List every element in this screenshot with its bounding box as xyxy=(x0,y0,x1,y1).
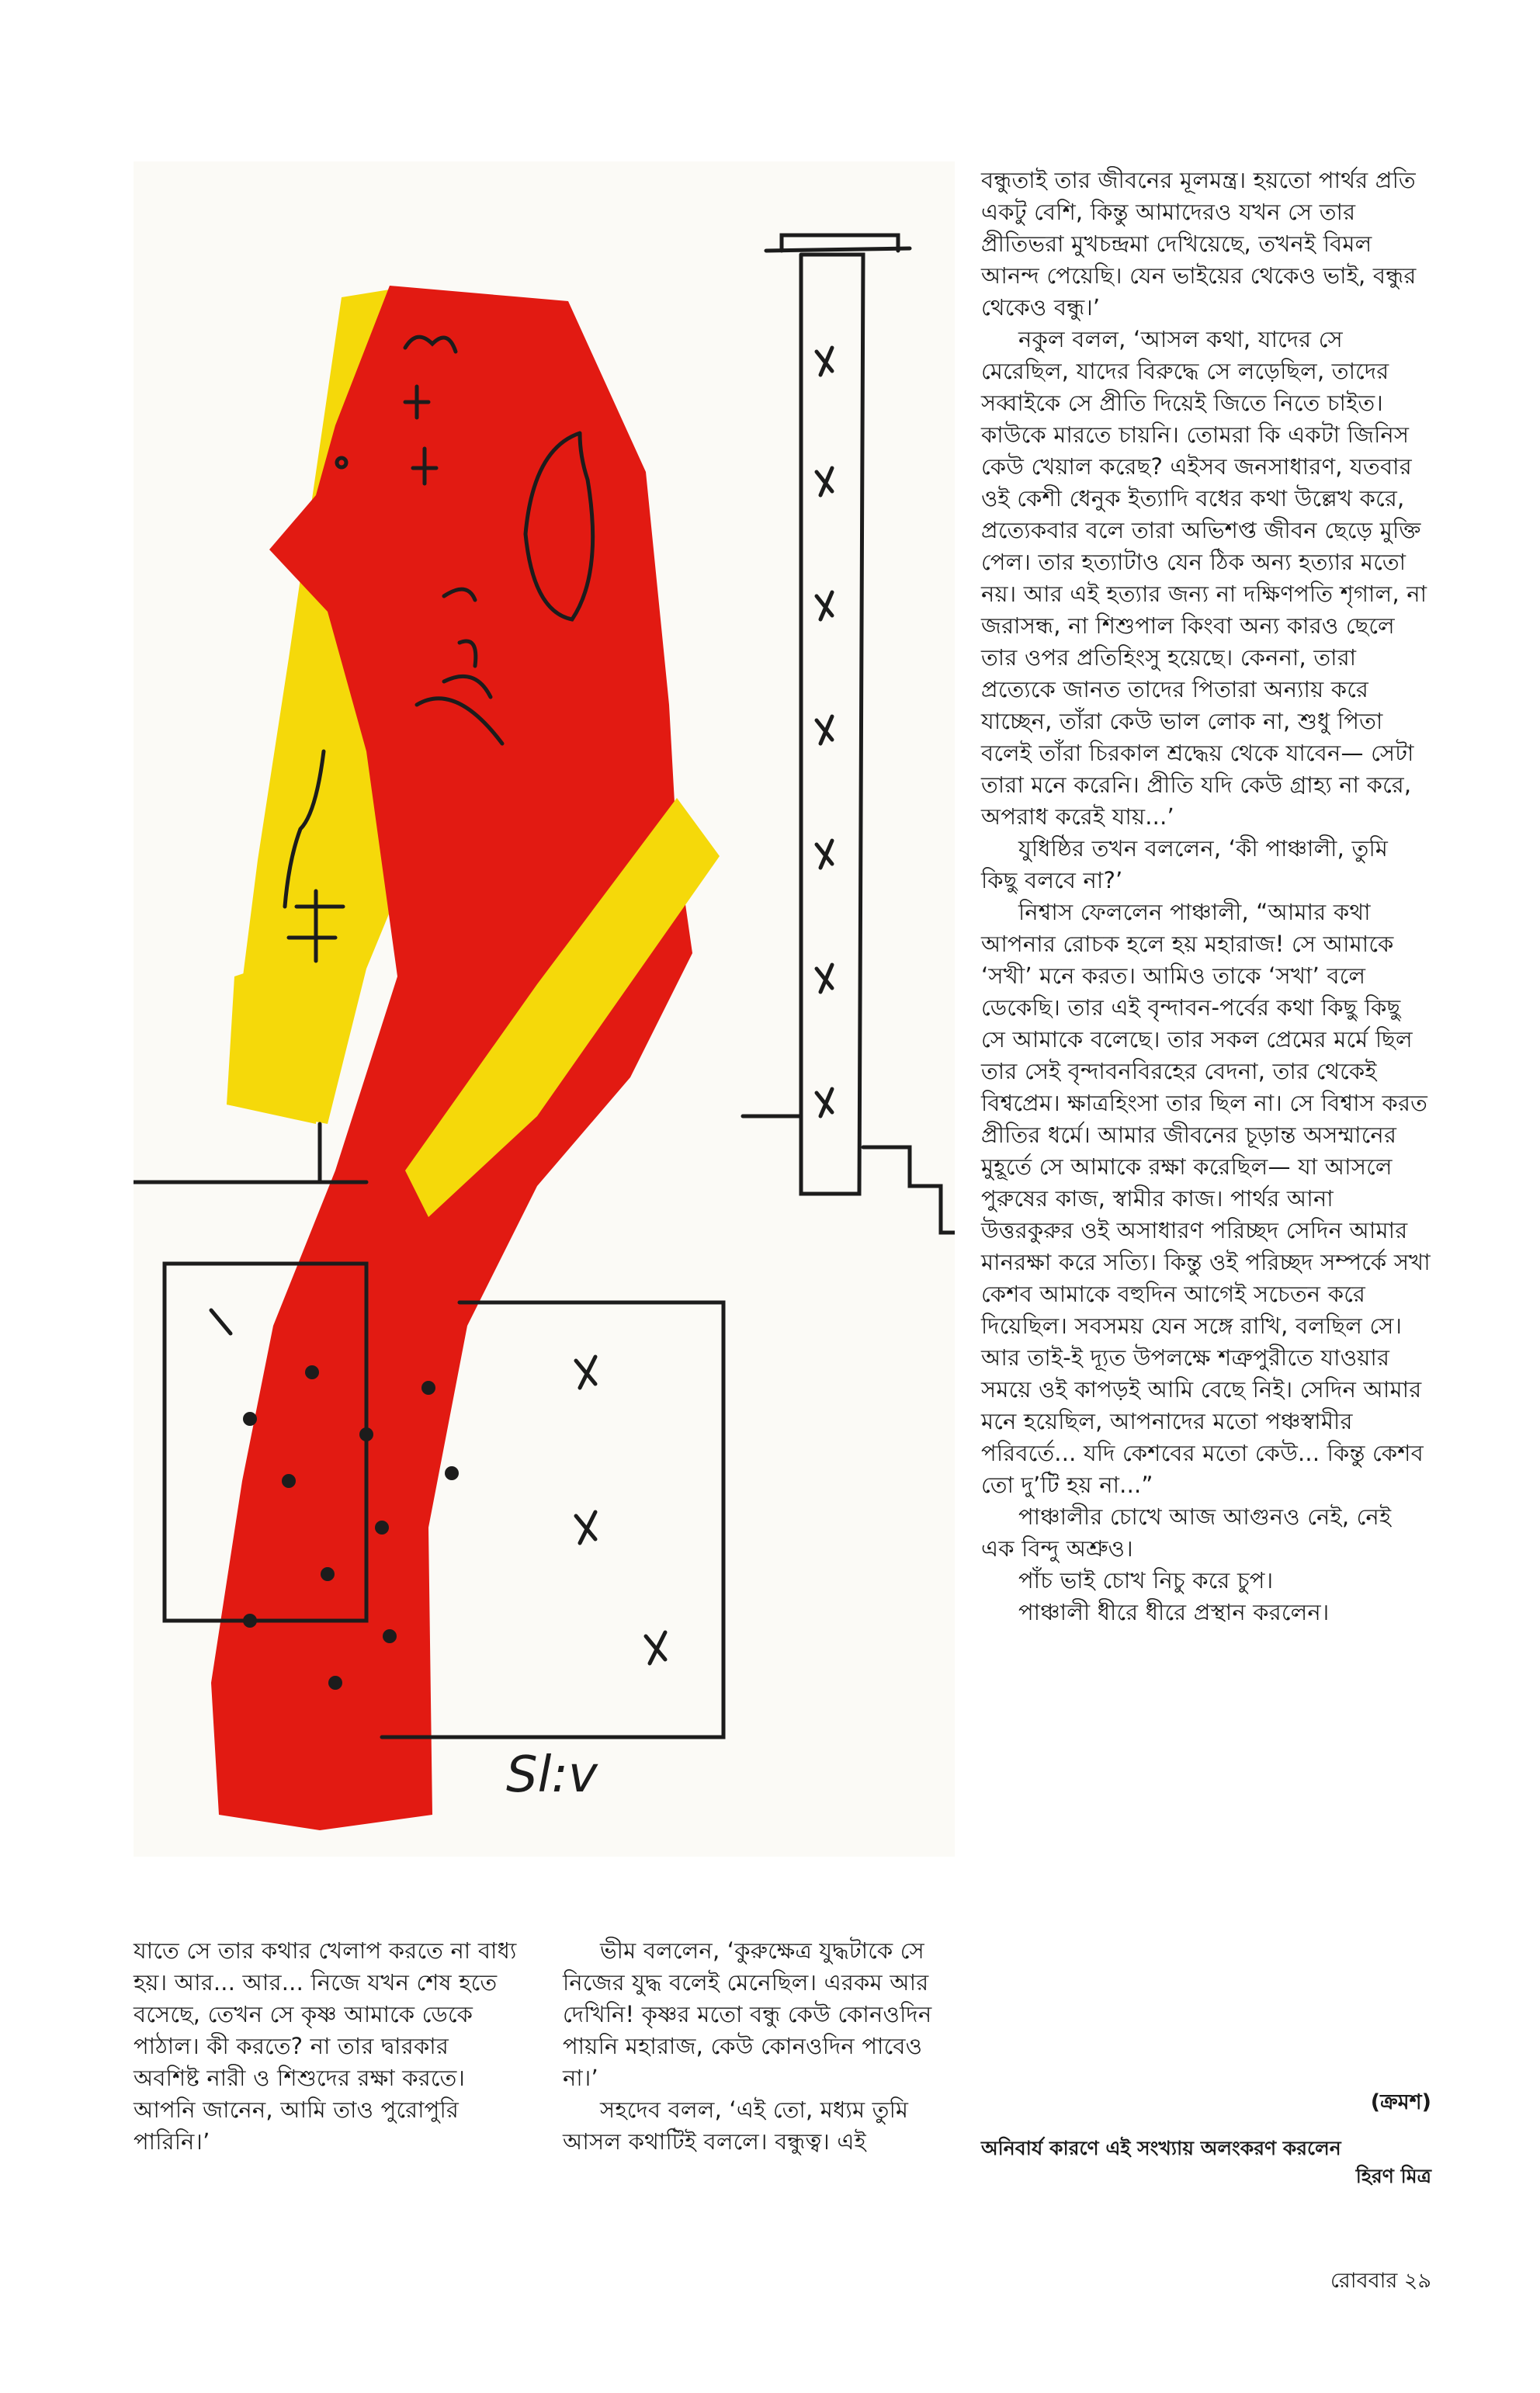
paragraph: ভীম বললেন, ‘কুরুক্ষেত্র যুদ্ধটাকে সে নিজের যুদ্ধ বলেই মেনেছিল। এরকম আর দেখিনি! কৃষ্ণর মতো বন্ধু কেউ কোনওদিন পায়নি মহারাজ, কেউ কোনওদিন পাবেও না।’ xyxy=(563,1937,932,2091)
paragraph: পাঞ্চালী ধীরে ধীরে প্রস্থান করলেন। xyxy=(1018,1599,1330,1625)
paragraph: পাঞ্চালীর চোখে আজ আগুনও নেই, নেই এক বিন্দু অশ্রুও। xyxy=(981,1503,1392,1562)
article-column-bottom-middle xyxy=(563,1935,955,2158)
draupadi-painting-icon xyxy=(134,161,955,1857)
illustration-credit xyxy=(981,2135,1431,2190)
paragraph: বন্ধুতাই তার জীবনের মূলমন্ত্র। হয়তো পার্থর প্রতি একটু বেশি, কিন্তু আমাদেরও যখন সে তার প্রীতিভরা মুখচন্দ্রমা দেখিয়েছে, তখনই বিমল আনন্দ পেয়েছি। যেন ভাইয়ের থেকেও ভাই, বন্ধুর থেকেও বন্ধু।’ xyxy=(981,167,1417,321)
paragraph: নিশ্বাস ফেললেন পাঞ্চালী, “আমার কথা আপনার রোচক হলে হয় মহারাজ! সে আমাকে ‘সখী’ মনে করত। আমিও তাকে ‘সখা’ বলে ডেকেছি। তার এই বৃন্দাবন-পর্বের কথা কিছু কিছু সে আমাকে বলেছে। তার সকল প্রেমের মর্মে ছিল তার সেই বৃন্দাবনবিরহের বেদনা, তার থেকেই বিশ্বপ্রেম। ক্ষাত্রহিংসা তার ছিল না। সে বিশ্বাস করত প্রীতির ধর্মে। আমার জীবনের চূড়ান্ত অসম্মানের মুহূর্তে সে আমাকে রক্ষা করেছিল— যা আসলে পুরুষের কাজ, স্বামীর কাজ। পার্থর আনা উত্তরকুরুর ওই অসাধারণ পরিচ্ছদ সেদিন আমার মানরক্ষা করে সত্যি। কিন্তু ওই পরিচ্ছদ সম্পর্কে সখা কেশব আমাকে বহুদিন আগেই সচেতন করে দিয়েছিল। সবসময় যেন সঙ্গে রাখি, বলছিল সে। আর তাই-ই দ্যূত উপলক্ষে শত্রুপুরীতে যাওয়ার সময়ে ওই কাপড়ই আমি বেছে নিই। সেদিন আমার মনে হয়েছিল, আপনাদের মতো পঞ্চস্বামীর পরিবর্তে... যদি কেশবের মতো কেউ... কিন্তু কেশব তো দু’টি হয় না...” xyxy=(981,899,1431,1498)
artist-signature: Sl:v xyxy=(506,1746,598,1804)
to-be-continued-label: (ক্রমশ) xyxy=(1370,2090,1431,2114)
paragraph: যুধিষ্ঠির তখন বললেন, ‘কী পাঞ্চালী, তুমি কিছু বলবে না?’ xyxy=(981,835,1389,893)
paragraph: সহদেব বলল, ‘এই তো, মধ্যম তুমি আসল কথাটিই বললে। বন্ধুত্ব। এই xyxy=(563,2096,909,2155)
illustration-painting xyxy=(134,161,955,1857)
credit-note: অনিবার্য কারণে এই সংখ্যায় অলংকরণ করলেন xyxy=(981,2137,1341,2159)
credit-artist-name: হিরণ মিত্র xyxy=(1355,2165,1431,2187)
article-column-bottom-left xyxy=(134,1935,520,2158)
paragraph: যাতে সে তার কথার খেলাপ করতে না বাধ্য হয়। আর... আর... নিজে যখন শেষ হতে বসেছে, তেখন সে কৃষ্ণ আমাকে ডেকে পাঠাল। কী করতে? না তার দ্বারকার অবশিষ্ট নারী ও শিশুদের রক্ষা করতে। আপনি জানেন, আমি তাও পুরোপুরি পারিনি।’ xyxy=(134,1937,517,2155)
paragraph: পাঁচ ভাই চোখ নিচু করে চুপ। xyxy=(1018,1567,1274,1594)
paragraph: নকুল বলল, ‘আসল কথা, যাদের সে মেরেছিল, যাদের বিরুদ্ধে সে লড়েছিল, তাদের সব্বাইকে সে প্রীতি দিয়েই জিতে নিতে চাইত। কাউকে মারতে চায়নি। তোমরা কি একটা জিনিস কেউ খেয়াল করেছ? এইসব জনসাধারণ, যতবার ওই কেশী ধেনুক ইত্যাদি বধের কথা উল্লেখ করে, প্রত্যেকবার বলে তারা অভিশপ্ত জীবন ছেড়ে মুক্তি পেল। তার হত্যাটাও যেন ঠিক অন্য হত্যার মতো নয়। আর এই হত্যার জন্য না দক্ষিণপতি শৃগাল, না জরাসন্ধ, না শিশুপাল কিংবা অন্য কারও ছেলে তার ওপর প্রতিহিংসু হয়েছে। কেননা, তারা প্রত্যেকে জানত তাদের পিতারা অন্যায় করে যাচ্ছেন, তাঁরা কেউ ভাল লোক না, শুধু পিতা বলেই তাঁরা চিরকাল শ্রদ্ধেয় থেকে যাবেন— সেটা তারা মনে করেনি। প্রীতি যদি কেউ গ্রাহ্য না করে, অপরাধ করেই যায়...’ xyxy=(981,326,1427,830)
page-footer: রোববার ২৯ xyxy=(1330,2269,1431,2293)
article-column-right xyxy=(981,165,1431,1628)
